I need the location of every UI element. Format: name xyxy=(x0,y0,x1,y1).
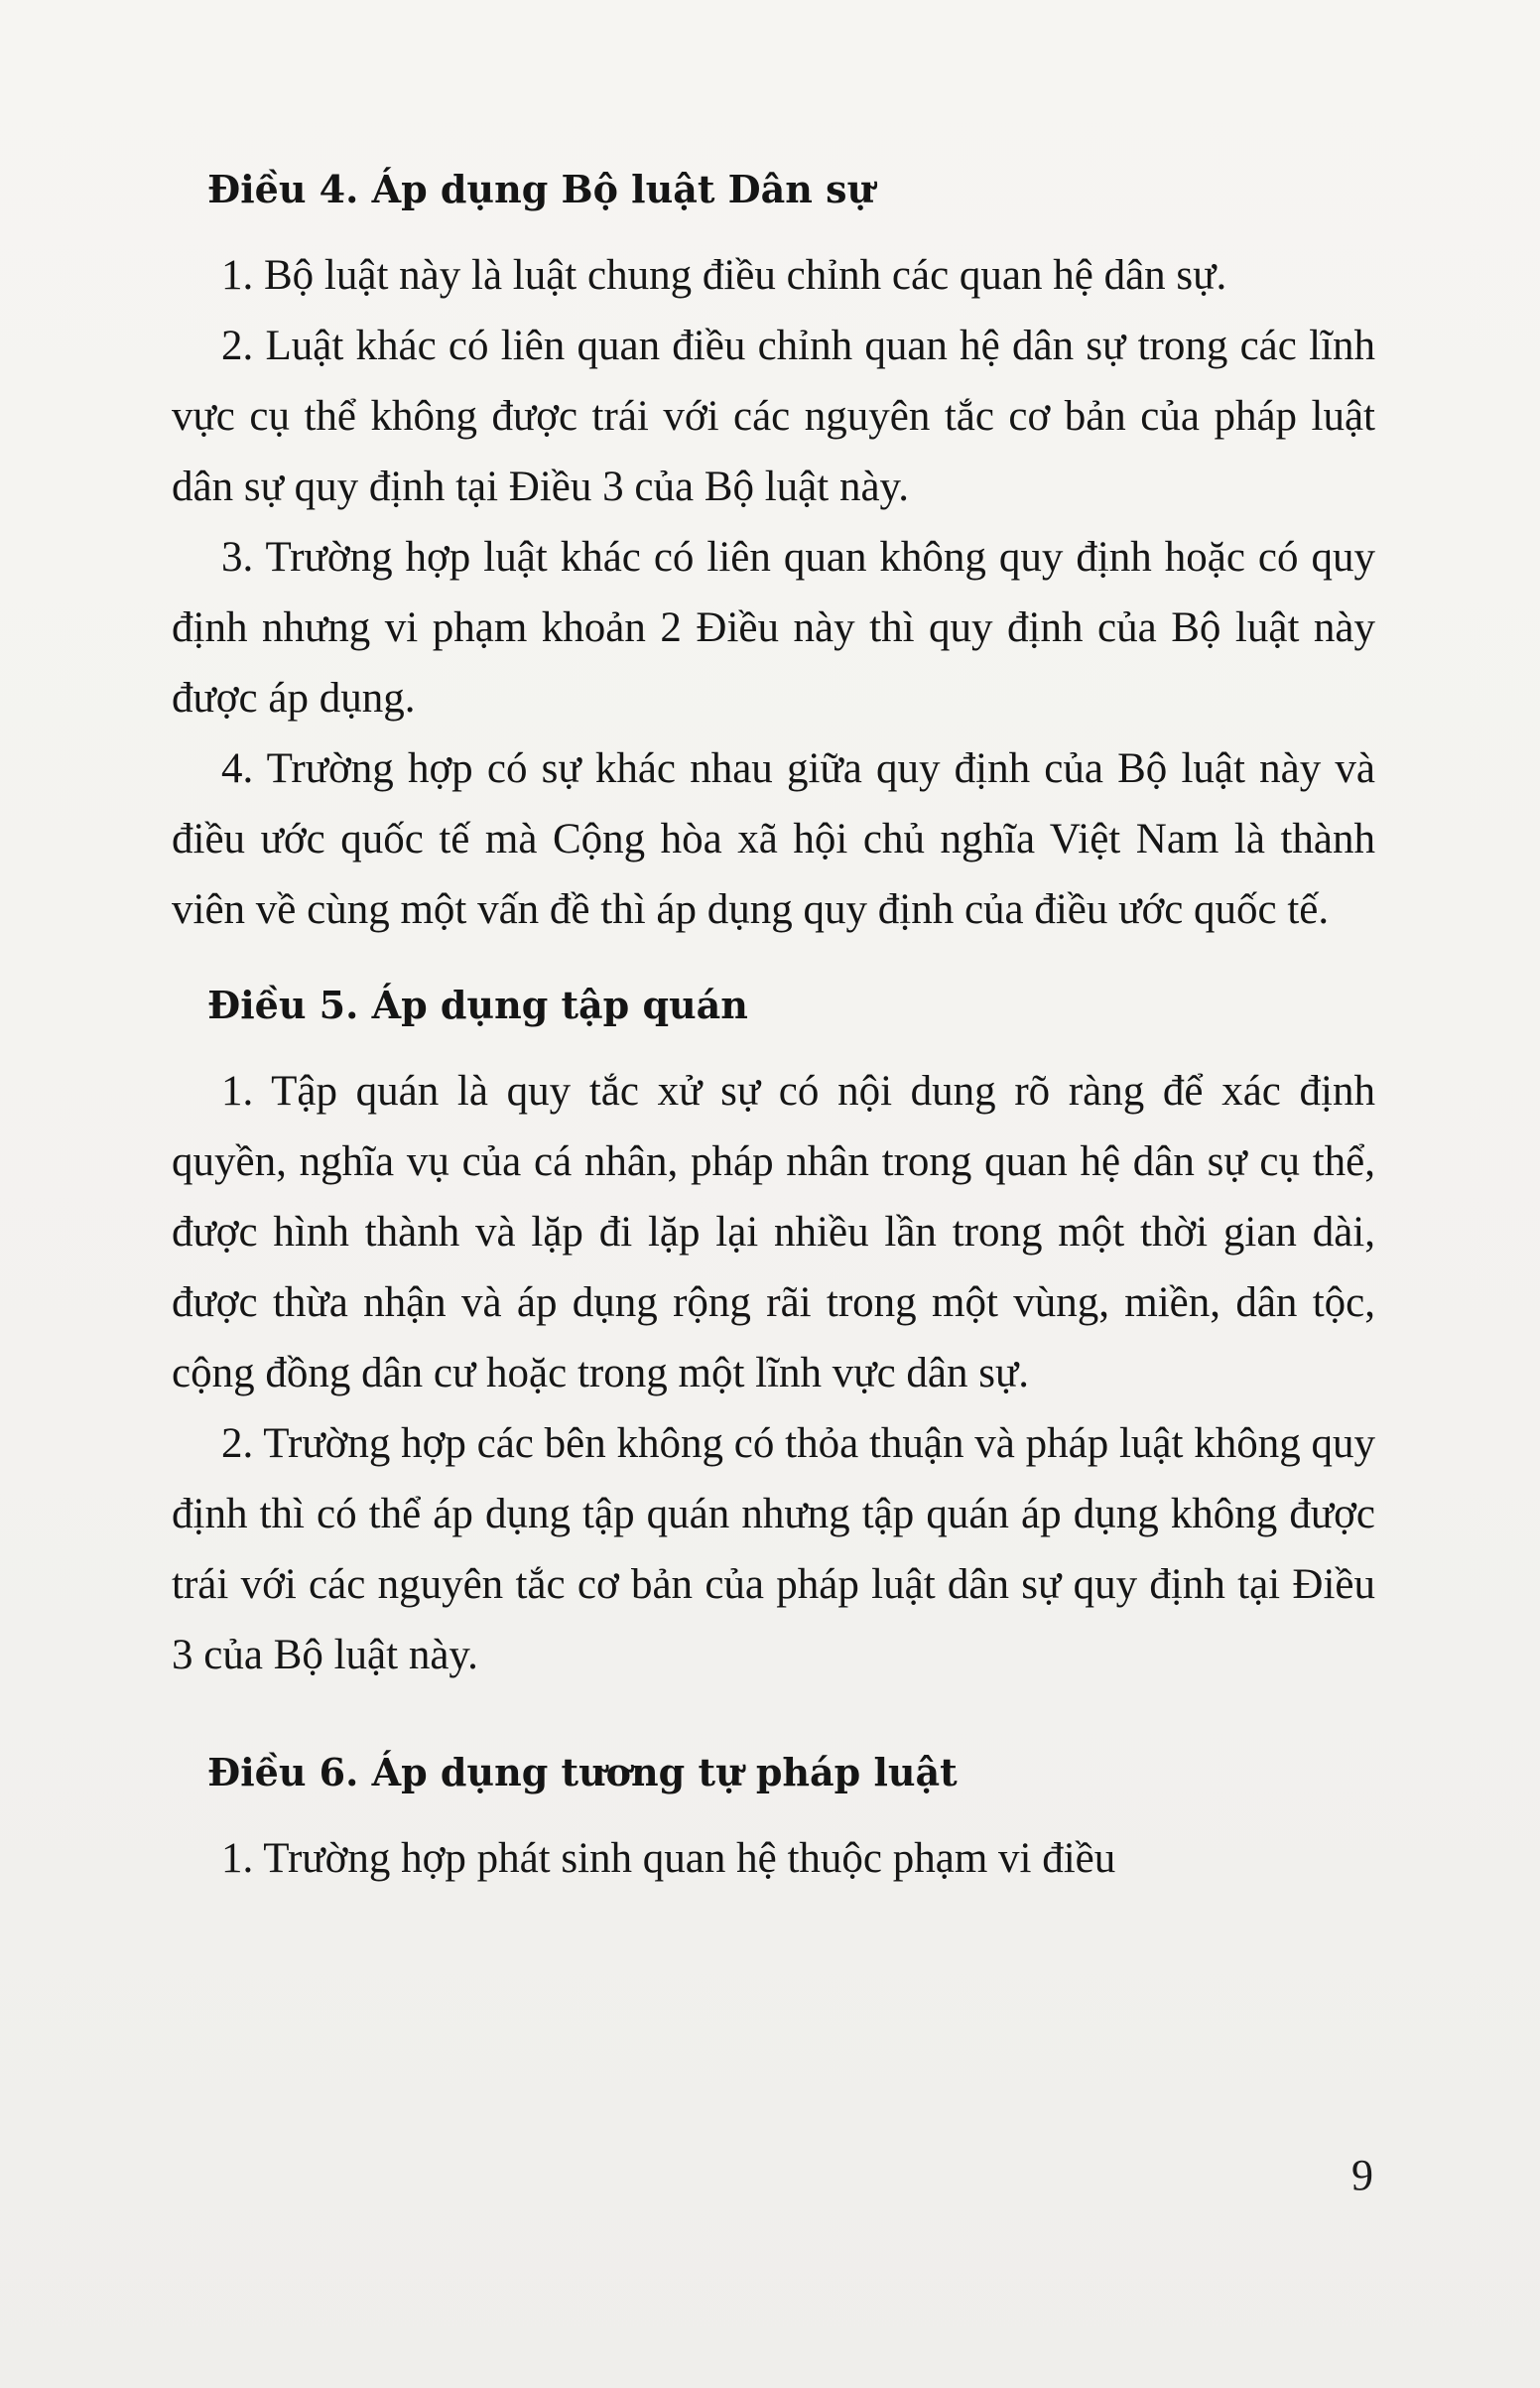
spacer xyxy=(172,1690,1375,1730)
article-5-clause-2: 2. Trường hợp các bên không có thỏa thuận và pháp luật không quy định thì có thể áp dụng tập quán nhưng tập quán áp dụng không được trái với các nguyên tắc cơ bản của pháp luật dân sự quy định tại Điều 3 của Bộ luật này. xyxy=(172,1420,1375,1678)
article-4-clause-1: 1. Bộ luật này là luật chung điều chỉnh các quan hệ dân sự. xyxy=(221,252,1227,299)
article-5-clause-1: 1. Tập quán là quy tắc xử sự có nội dung rõ ràng để xác định quyền, nghĩa vụ của cá nhân, pháp nhân trong quan hệ dân sự cụ thể, được hình thành và lặp đi lặp lại nhiều lần trong một thời gian dài, được thừa nhận và áp dụng rộng rãi trong một vùng, miền, dân tộc, cộng đồng dân cư hoặc trong một lĩnh vực dân sự. xyxy=(172,1068,1375,1396)
article-5-heading: Điều 5. Áp dụng tập quán xyxy=(207,983,748,1027)
article-6-clause-1: 1. Trường hợp phát sinh quan hệ thuộc phạm vi điều xyxy=(221,1835,1116,1882)
article-4-clause-3: 3. Trường hợp luật khác có liên quan không quy định hoặc có quy định nhưng vi phạm khoản 2 Điều này thì quy định của Bộ luật này được áp dụng. xyxy=(172,534,1375,722)
article-4-clause-4: 4. Trường hợp có sự khác nhau giữa quy định của Bộ luật này và điều ước quốc tế mà Cộng hòa xã hội chủ nghĩa Việt Nam là thành viên về cùng một vấn đề thì áp dụng quy định của điều ước quốc tế. xyxy=(172,745,1375,933)
page-number: 9 xyxy=(1351,2151,1373,2199)
article-4-heading: Điều 4. Áp dụng Bộ luật Dân sự xyxy=(207,167,875,211)
article-4-clause-2: 2. Luật khác có liên quan điều chỉnh quan hệ dân sự trong các lĩnh vực cụ thể không được trái với các nguyên tắc cơ bản của pháp luật dân sự quy định tại Điều 3 của Bộ luật này. xyxy=(172,323,1375,510)
article-6-heading: Điều 6. Áp dụng tương tự pháp luật xyxy=(207,1750,958,1794)
page-content xyxy=(172,147,1375,1894)
spacer xyxy=(172,945,1375,963)
